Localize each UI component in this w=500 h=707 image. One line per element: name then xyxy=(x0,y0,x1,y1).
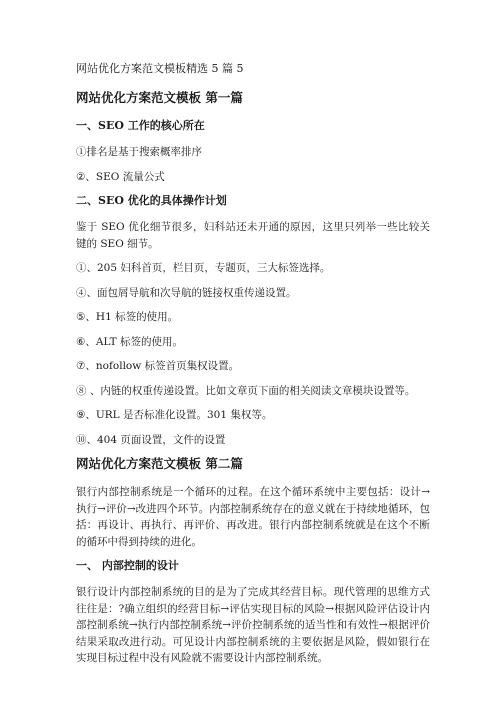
document-title: 网站优化方案范文模板精选 5 篇 5 xyxy=(76,62,244,75)
article-1-section-2-item: ⑦、nofollow 标签首页集权设置。 xyxy=(76,360,240,372)
article-2-intro: 银行内部控制系统是一个循环的过程。在这个循环系统中主要包括：设计→执行→评价→改进四个环节。内部控制系统存在的意义就在于持续地循环，包括：再设计、再执行、再评价、再改进。银行内部控制系统就是在这个不断的循环中得到持续的进化。 xyxy=(76,486,430,548)
article-1-section-1-item: ②、SEO 流量公式 xyxy=(76,170,165,183)
article-1-heading: 网站优化方案范文模板 第一篇 xyxy=(76,90,243,105)
article-1-section-2-title: 二、SEO 优化的具体操作计划 xyxy=(76,194,227,207)
article-1-section-2-item: ⑨、URL 是否标准化设置。301 集权等。 xyxy=(76,409,273,421)
article-2-heading: 网站优化方案范文模板 第二篇 xyxy=(76,456,243,471)
article-1-section-1-title: 一、SEO 工作的核心所在 xyxy=(76,119,205,132)
article-2-section-1-body: 银行设计内部控制系统的目的是为了完成其经营目标。现代管理的思维方式往往是：?确立组织的经营目标→评估实现目标的风险→根据风险评估设计内部控制系统→执行内部控制系统→评价控制系统的适当性和有效性→根据评价结果采取改进行动。可见设计内部控制系统的主要依据是风险，假如银行在实现目标过程中没有风险就不需要设计内部控制系统。 xyxy=(76,586,430,664)
article-2-section-1-title: 一、 内部控制的设计 xyxy=(76,559,179,572)
article-1-section-2-intro: 鉴于 SEO 优化细节很多，妇科站还未开通的原因，这里只列举一些比较关键的 SEO 细节。 xyxy=(76,221,430,250)
article-1-section-2-item: ①、205 妇科首页，栏目页，专题页，三大标签选择。 xyxy=(76,262,331,274)
article-1-section-2-item: ⑩、404 页面设置，文件的设置 xyxy=(76,433,226,446)
article-1-section-2-item: ⑥、ALT 标签的使用。 xyxy=(76,335,183,348)
article-1-section-2-item: ⑧ 、内链的权重传递设置。比如文章页下面的相关阅读文章模块设置等。 xyxy=(76,384,416,397)
article-1-section-1-item: ①排名是基于搜索概率排序 xyxy=(76,146,202,158)
article-1-section-2-item: ④、面包屑导航和次导航的链接权重传递设置。 xyxy=(76,286,297,299)
article-1-section-2-item: ⑤、H1 标签的使用。 xyxy=(76,311,179,323)
